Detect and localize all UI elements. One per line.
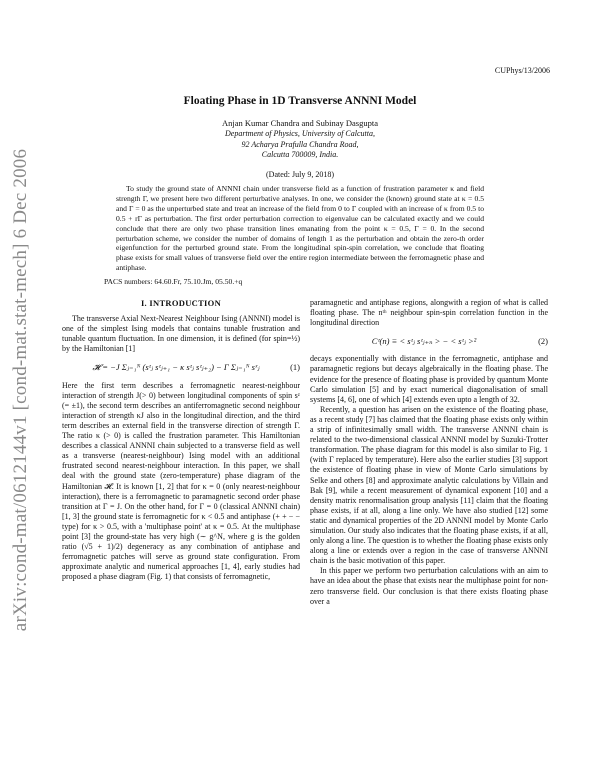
affiliation-line: Department of Physics, University of Calcutta,: [225, 129, 375, 138]
equation-number: (1): [290, 362, 300, 373]
intro-paragraph-6: In this paper we perform two perturbation calculations with an aim to have an idea about the phase that exists near the multiphase point for non-zero transverse field. Our conclusion is that there exists floating phase over a: [310, 566, 548, 606]
abstract: To study the ground state of ANNNI chain under transverse field as a function of frustration parameter κ and field strength Γ, we present here two different perturbative analyses. In one, we consider the (known) ground state at κ = 0.5 and Γ = 0 as the unperturbed state and treat an increase of the field from 0 to Γ coupled with an increase of κ from 0.5 to 0.5 + rΓ as perturbation. The first order perturbation correction to eigenvalue can be calculated exactly and we could conclude that there are only two phase transition lines emanating from the point κ = 0.5, Γ = 0. In the second perturbation scheme, we consider the number of domains of length 1 as the perturbation and obtain the zero-th order eigenfunction for the perturbed ground state. From the longitudinal spin-spin correlation, we conclude that floating phase exists for small values of transverse field over the entire region intermediate between the ferromagnetic phase and antiphase.: [116, 184, 484, 273]
date-line: (Dated: July 9, 2018): [266, 170, 334, 179]
left-column: [62, 298, 300, 582]
paper-title: Floating Phase in 1D Transverse ANNNI Model: [183, 95, 417, 107]
intro-paragraph-1: The transverse Axial Next-Nearest Neighbour Ising (ANNNI) model is one of the simplest Ising models that contains tunable frustration and tunable quantum fluctuation. In one dimension, it is defined (for spin=½) by the Hamiltonian [1]: [62, 314, 300, 354]
intro-paragraph-3: paramagnetic and antiphase regions, alongwith a region of what is called floating phase. The nᵗʰ neighbour spin-spin correlation function in the longitudinal direction: [310, 298, 548, 328]
intro-paragraph-2: Here the first term describes a ferromagnetic nearest-neighbour interaction of strength J(> 0) between longitudinal components of spin sᶻ (= ±1), the second term describes an antiferromagnetic second neighbour interaction of strength κJ also in the longitudinal direction, and the third term describes an external field in the transverse direction of strength Γ. The ratio κ (> 0) is called the frustration parameter. This Hamiltonian describes a classical ANNNI chain subjected to a transverse field as well as a transverse (nearest-neighbour) Ising model with an additional frustrated second nearest-neighbour interaction. In this paper, we shall deal with the ground state (zero-temperature) phase diagram of the Hamiltonian 𝓗. It is known [1, 2] that for κ = 0 (only nearest-neighbour interaction), there is a ferromagnetic to paramagnetic second order phase transition at Γ = J. On the other hand, for Γ = 0 (classical ANNNI chain) [1, 3] the ground state is ferromagnetic for κ < 0.5 and antiphase (+ + − − type) for κ > 0.5, with a 'multiphase point' at κ = 0.5. At the multiphase point [3] the ground-state has very high (∼ g^N, where g is the golden ratio (√5 + 1)/2) degeneracy as any combination of antiphase and ferromagnetic patches will serve as ground state configuration. From approximate analytic and numerical approaches [1, 4], early studies had proposed a phase diagram (Fig. 1) that consists of ferromagnetic,: [62, 380, 300, 582]
authors: Anjan Kumar Chandra and Subinay Dasgupta: [221, 118, 379, 128]
section-heading: I. INTRODUCTION: [140, 298, 222, 308]
right-column: [310, 298, 548, 607]
report-number: CUPhys/13/2006: [494, 66, 550, 75]
intro-paragraph-5: Recently, a question has arisen on the existence of the floating phase, as a recent study [7] has claimed that the floating phase exists only within a strip of infinitesimally small width. The transverse ANNNI chain is related to the two-dimensional classical ANNNI model by Suzuki-Trotter transformation. The phase diagram for this model is also similar to Fig. 1 (with Γ replaced by temperature). Here also the earlier studies [3] support the existence of floating phase in view of Monte Carlo simulations by Selke and others [8] and approximate analytic calculations by Villain and Bak [9], while a recent measurement of dynamical exponent [10] and a density matrix renormalisation group analysis [11] claim that the floating phase exists, if at all, along a line only. We have also studied [12] some static and dynamical properties of the 2D ANNNI model by Monte Carlo simulation. Our study also indicates that the floating phase exists, if at all, only along a line. The question is to whether the floating phase exists only along a line or extends over a region in the case of transverse ANNNI chain is the basic motivation of this paper.: [310, 404, 548, 566]
affiliation: [60, 129, 540, 161]
intro-paragraph-4: decays exponentially with distance in the ferromagnetic, antiphase and paramagnetic regions but decays algebraically in the floating phase. The evidence for the presence of floating phase is provided by quantum Monte Carlo simulation [5] and by exact numerical diagonalisation of small systems [4, 6], one of which [4] extends even upto a length of 32.: [310, 354, 548, 404]
pacs-numbers: PACS numbers: 64.60.Fr, 75.10.Jm, 05.50.+q: [104, 277, 243, 286]
affiliation-line: Calcutta 700009, India.: [261, 150, 339, 159]
hamiltonian-equation: 𝓗 = −J Σⱼ₌₁ᴺ (sᶻⱼ sᶻⱼ₊₁ − κ sᶻⱼ sᶻⱼ₊₂) − Γ Σⱼ₌₁ᴺ sˣⱼ: [92, 362, 260, 373]
equation-2: [310, 336, 548, 346]
arxiv-identifier[interactable]: arXiv:cond-mat/0612144v1 [cond-mat.stat-mech] 6 Dec 2006: [10, 148, 31, 632]
correlation-equation: Cᶻ(n) ≡ < sᶻⱼ sᶻⱼ₊ₙ > − < sᶻⱼ >²: [371, 336, 477, 347]
equation-1: [62, 362, 300, 372]
equation-number: (2): [538, 336, 548, 347]
affiliation-line: 92 Acharya Prafulla Chandra Road,: [241, 139, 359, 149]
arxiv-stamp: [6, 110, 36, 670]
